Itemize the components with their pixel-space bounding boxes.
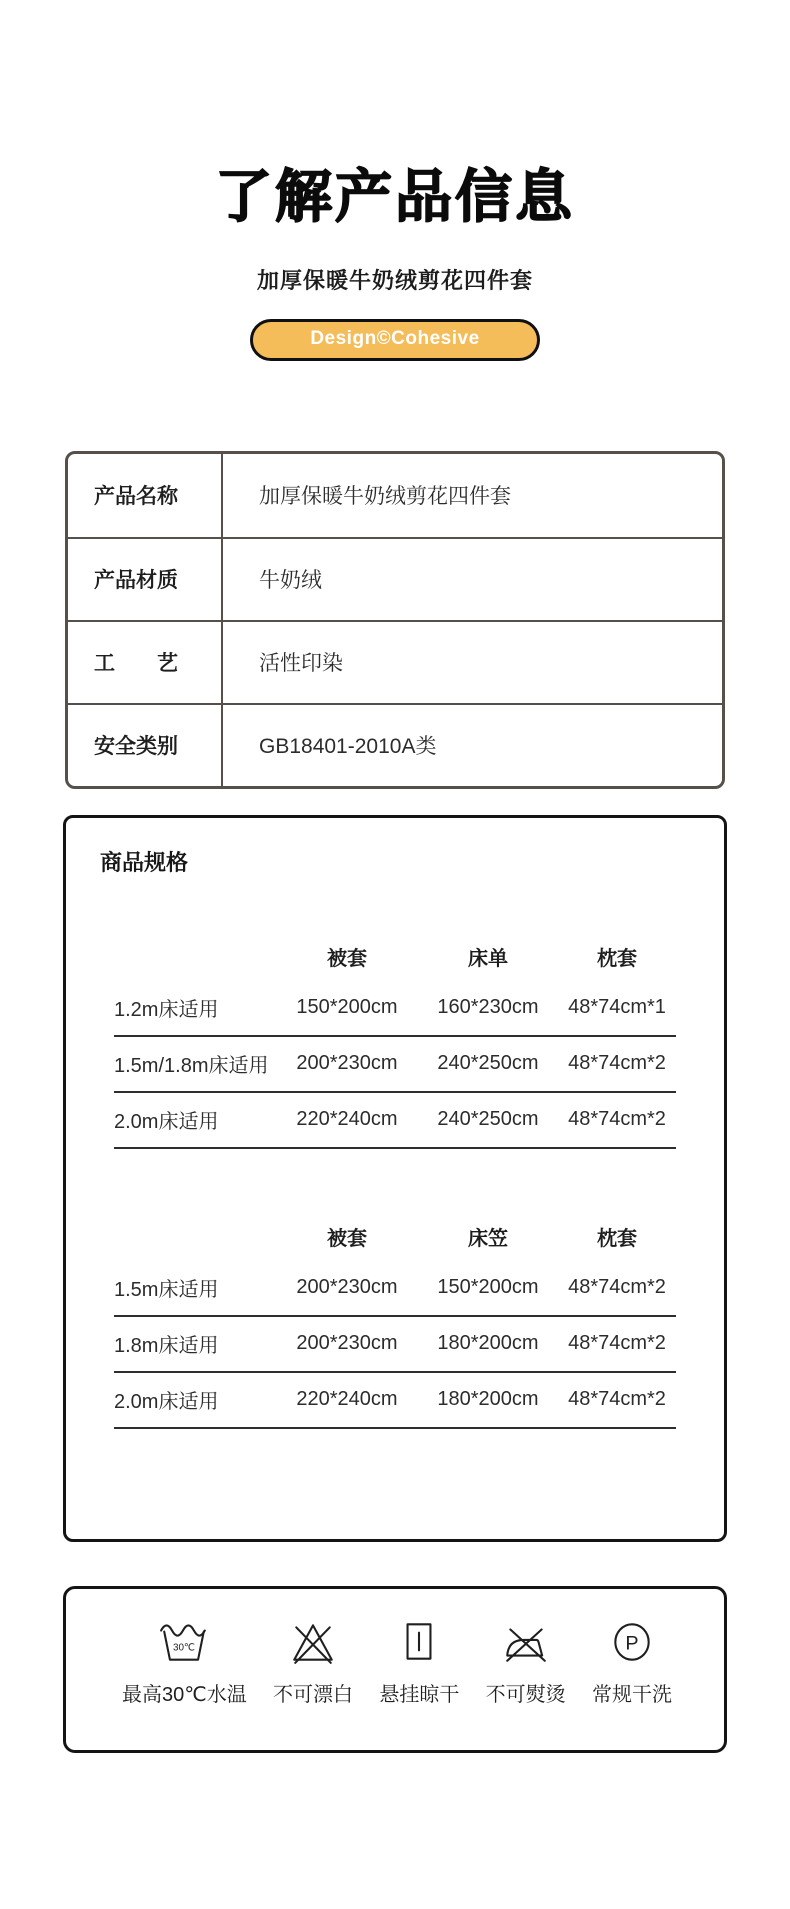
spec-table-sheet	[114, 933, 676, 1149]
spec-box	[63, 815, 727, 1542]
care-label: 不可熨烫	[485, 1683, 566, 1706]
spec-cell: 150*200cm	[296, 996, 398, 1019]
no-bleach-icon	[288, 1618, 338, 1666]
spec-column-header: 被套	[327, 948, 367, 971]
spec-row-label: 1.5m/1.8m床适用	[114, 1055, 269, 1078]
spec-row	[114, 1037, 676, 1093]
spec-cell: 160*230cm	[437, 996, 539, 1019]
spec-cell: 180*200cm	[437, 1388, 539, 1411]
wash-30-icon	[159, 1618, 209, 1666]
spec-row-label: 1.8m床适用	[114, 1335, 219, 1358]
hero-section	[0, 0, 790, 361]
spec-column-header: 床单	[468, 948, 508, 971]
svg-text:30℃: 30℃	[173, 1642, 196, 1654]
product-info-table	[65, 451, 725, 789]
hang-dry-icon	[394, 1618, 444, 1666]
spec-cell: 240*250cm	[437, 1052, 539, 1075]
spec-cell: 240*250cm	[437, 1108, 539, 1131]
spec-cell: 48*74cm*2	[568, 1388, 666, 1411]
spec-row-label: 2.0m床适用	[114, 1111, 219, 1134]
spec-table-fitted	[114, 1213, 676, 1429]
row-value: 加厚保暖牛奶绒剪花四件套	[259, 485, 511, 509]
spec-row	[114, 981, 676, 1037]
care-item	[486, 1618, 566, 1707]
row-value: 活性印染	[259, 652, 343, 676]
spec-cell: 200*230cm	[296, 1276, 398, 1299]
care-item	[273, 1618, 353, 1707]
care-label: 常规干洗	[591, 1683, 672, 1706]
spec-column-header: 被套	[327, 1228, 367, 1251]
care-item	[122, 1618, 247, 1707]
spec-cell: 48*74cm*2	[568, 1332, 666, 1355]
spec-cell: 150*200cm	[437, 1276, 539, 1299]
spec-cell: 200*230cm	[296, 1052, 398, 1075]
spec-cell: 48*74cm*1	[568, 996, 666, 1019]
spec-cell: 220*240cm	[296, 1388, 398, 1411]
spec-header-row	[114, 1213, 676, 1261]
spec-cell: 48*74cm*2	[568, 1108, 666, 1131]
care-label: 悬挂晾干	[379, 1683, 460, 1706]
table-row	[68, 703, 722, 786]
spec-row	[114, 1093, 676, 1149]
spec-cell: 180*200cm	[437, 1332, 539, 1355]
dry-clean-icon	[607, 1618, 657, 1666]
spec-row	[114, 1317, 676, 1373]
spec-row	[114, 1373, 676, 1429]
row-value: 牛奶绒	[259, 569, 322, 593]
svg-text:P: P	[625, 1632, 639, 1655]
row-label: 产品名称	[68, 454, 223, 537]
care-label: 最高30℃水温	[122, 1683, 247, 1706]
no-iron-icon	[501, 1618, 551, 1666]
spec-header-row	[114, 933, 676, 981]
spec-row-label: 1.5m床适用	[114, 1279, 219, 1302]
page-title: 了解产品信息	[215, 165, 575, 229]
spec-row-label: 2.0m床适用	[114, 1391, 219, 1414]
spec-column-header: 枕套	[597, 1228, 637, 1251]
spec-row	[114, 1261, 676, 1317]
row-value: GB18401-2010A类	[259, 735, 437, 759]
table-row	[68, 454, 722, 537]
spec-cell: 48*74cm*2	[568, 1052, 666, 1075]
care-item	[592, 1618, 672, 1707]
spec-box-title: 商品规格	[100, 849, 189, 875]
table-row	[68, 537, 722, 620]
care-label: 不可漂白	[273, 1683, 354, 1706]
design-badge-label: Design©Cohesive	[310, 327, 480, 349]
spec-column-header: 床笠	[468, 1228, 508, 1251]
spec-row-label: 1.2m床适用	[114, 999, 219, 1022]
row-label: 工 艺	[68, 622, 223, 703]
row-label: 产品材质	[68, 539, 223, 620]
spec-column-header: 枕套	[597, 948, 637, 971]
design-badge	[250, 319, 540, 361]
spec-cell: 220*240cm	[296, 1108, 398, 1131]
spec-cell: 48*74cm*2	[568, 1276, 666, 1299]
spec-cell: 200*230cm	[296, 1332, 398, 1355]
care-instructions-box	[63, 1586, 727, 1753]
table-row	[68, 620, 722, 703]
page-subtitle: 加厚保暖牛奶绒剪花四件套	[256, 267, 533, 293]
care-item	[379, 1618, 459, 1707]
row-label: 安全类别	[68, 705, 223, 786]
